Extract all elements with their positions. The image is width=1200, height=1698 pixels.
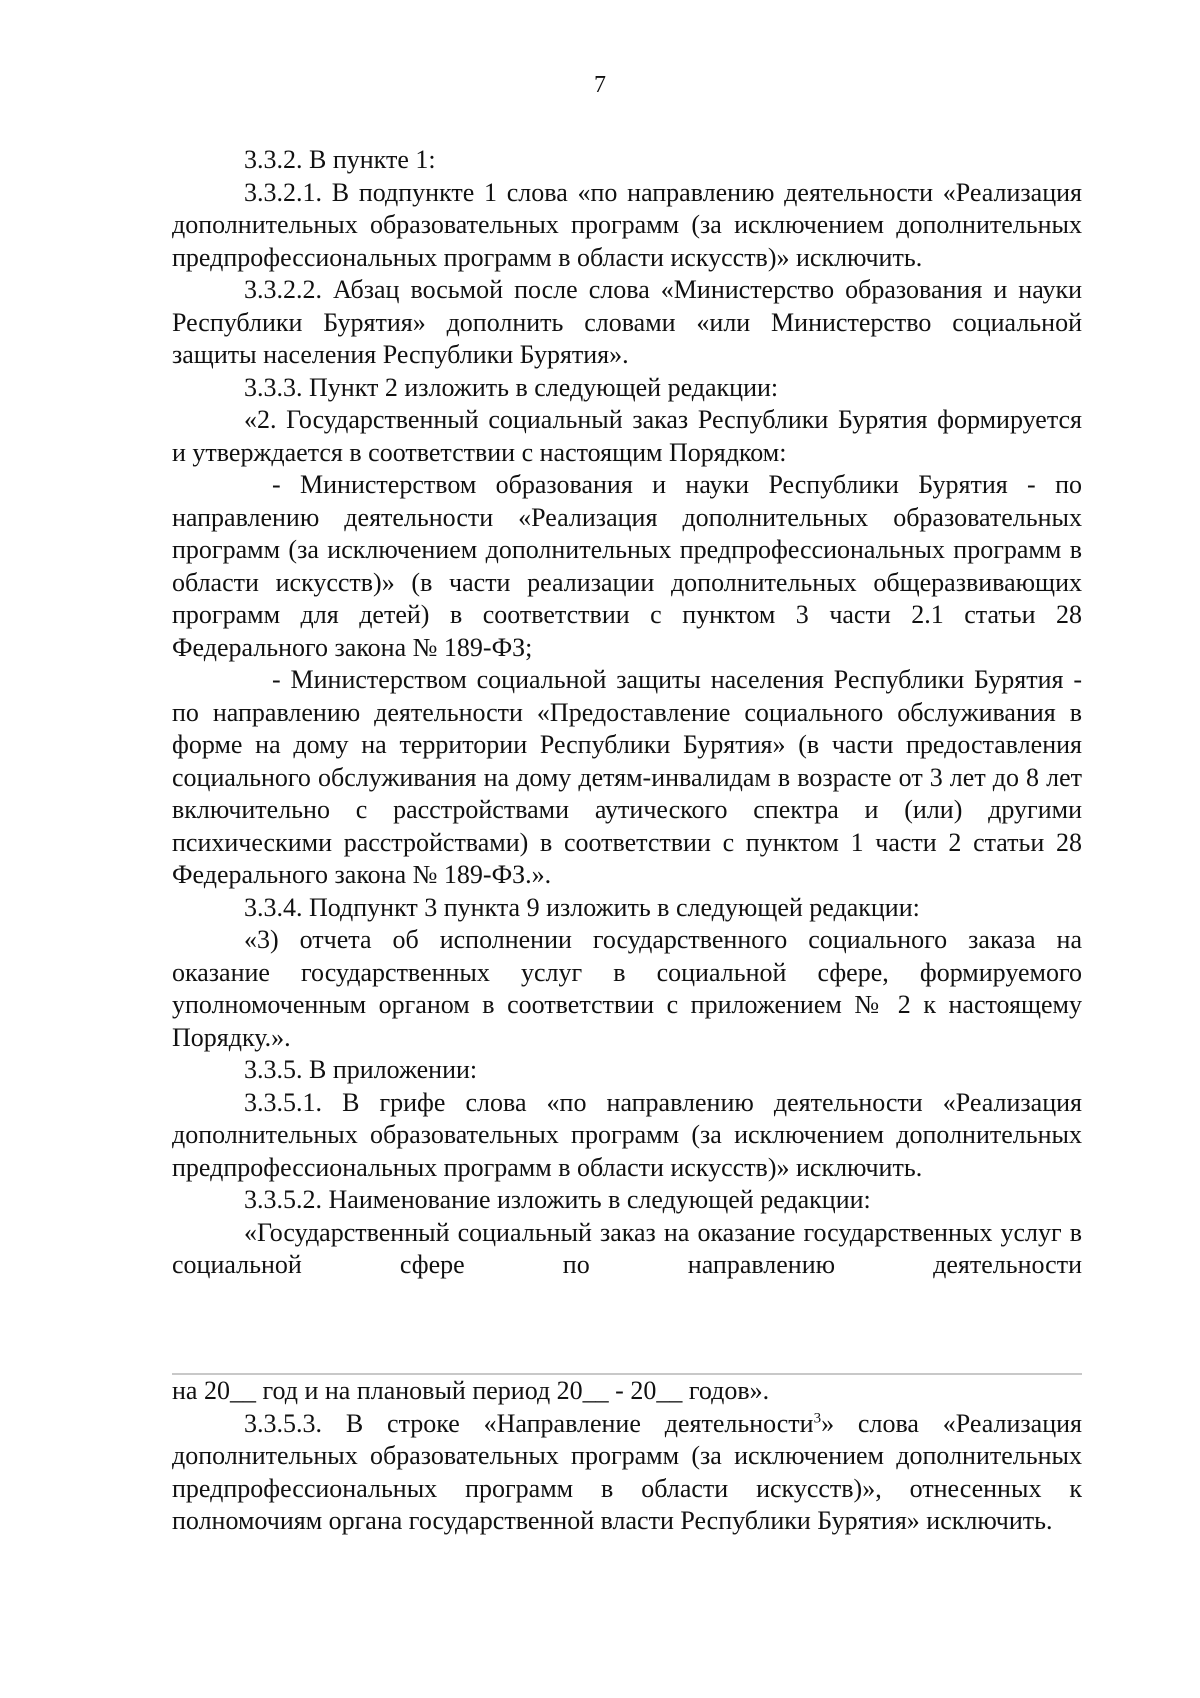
paragraph-3-3-2: 3.3.2. В пункте 1: <box>244 145 436 174</box>
paragraph-title-quote: «Государственный социальный заказ на оказание государственных услуг в социальной сфере по направлению деятельности <box>172 1217 1082 1279</box>
paragraph-quote-2: «2. Государственный социальный заказ Республики Бурятия формируется и утверждается в соответствии с настоящим Порядком: <box>172 405 1082 467</box>
document-body <box>172 144 1082 1282</box>
document-body-continued <box>172 1375 1082 1538</box>
paragraph-3-3-2-1: 3.3.2.1. В подпункте 1 слова «по направлению деятельности «Реализация дополнительных образовательных программ (за исключением дополнительных предпрофессиональных программ в области искусств)» исключить. <box>172 177 1082 272</box>
paragraph-3-3-5-2: 3.3.5.2. Наименование изложить в следующей редакции: <box>244 1185 871 1214</box>
paragraph-3-3-5-3 <box>172 1408 1082 1538</box>
paragraph-3-3-5-3-end: » слова «Реализация дополнительных образовательных программ (за исключением дополнительных предпрофессиональных программ в области искусств)», отнесенных к полномочиям органа государственной власти Республики Бурятия» исключить. <box>172 1408 1082 1535</box>
paragraph-ministry-social: - Министерством социальной защиты населения Республики Бурятия - по направлению деятельности «Предоставление социального обслуживания в форме на дому на территории Республики Бурятия» (в части предоставления социального обслуживания на дому детям-инвалидам в возрасте от 3 лет до 8 лет включительно с расстройствами аутического спектра и (или) другими психическими расстройствами) в соответствии с пунктом 1 части 2 статьи 28 Федерального закона № 189-ФЗ.». <box>172 665 1082 889</box>
paragraph-ministry-education: - Министерством образования и науки Республики Бурятия - по направлению деятельности «Реализация дополнительных образовательных программ (за исключением дополнительных предпрофессиональных программ в области искусств)» (в части реализации дополнительных общеразвивающих программ для детей) в соответствии с пунктом 3 части 2.1 статьи 28 Федерального закона № 189-ФЗ; <box>172 470 1082 662</box>
planning-period-line: на 20__ год и на плановый период 20__ - 20__ годов». <box>172 1376 770 1405</box>
paragraph-3-3-5: 3.3.5. В приложении: <box>244 1055 478 1084</box>
paragraph-3-3-5-3-start: 3.3.5.3. В строке «Направление деятельности <box>244 1408 814 1438</box>
paragraph-3-3-4: 3.3.4. Подпункт 3 пункта 9 изложить в следующей редакции: <box>244 892 920 922</box>
footnote-marker: 3 <box>813 1409 822 1426</box>
paragraph-3-3-2-2: 3.3.2.2. Абзац восьмой после слова «Министерство образования и науки Республики Бурятия» дополнить словами «или Министерство социальной защиты населения Республики Бурятия». <box>172 275 1082 369</box>
paragraph-3-3-5-1: 3.3.5.1. В грифе слова «по направлению деятельности «Реализация дополнительных образовательных программ (за исключением дополнительных предпрофессиональных программ в области искусств)» исключить. <box>172 1087 1082 1182</box>
paragraph-quote-3: «3) отчета об исполнении государственного социального заказа на оказание государственных услуг в социальной сфере, формируемого уполномоченным органом в соответствии с приложением № 2 к настоящему Порядку.». <box>172 925 1082 1052</box>
page-number: 7 <box>594 72 606 98</box>
paragraph-3-3-3: 3.3.3. Пункт 2 изложить в следующей редакции: <box>244 372 779 402</box>
